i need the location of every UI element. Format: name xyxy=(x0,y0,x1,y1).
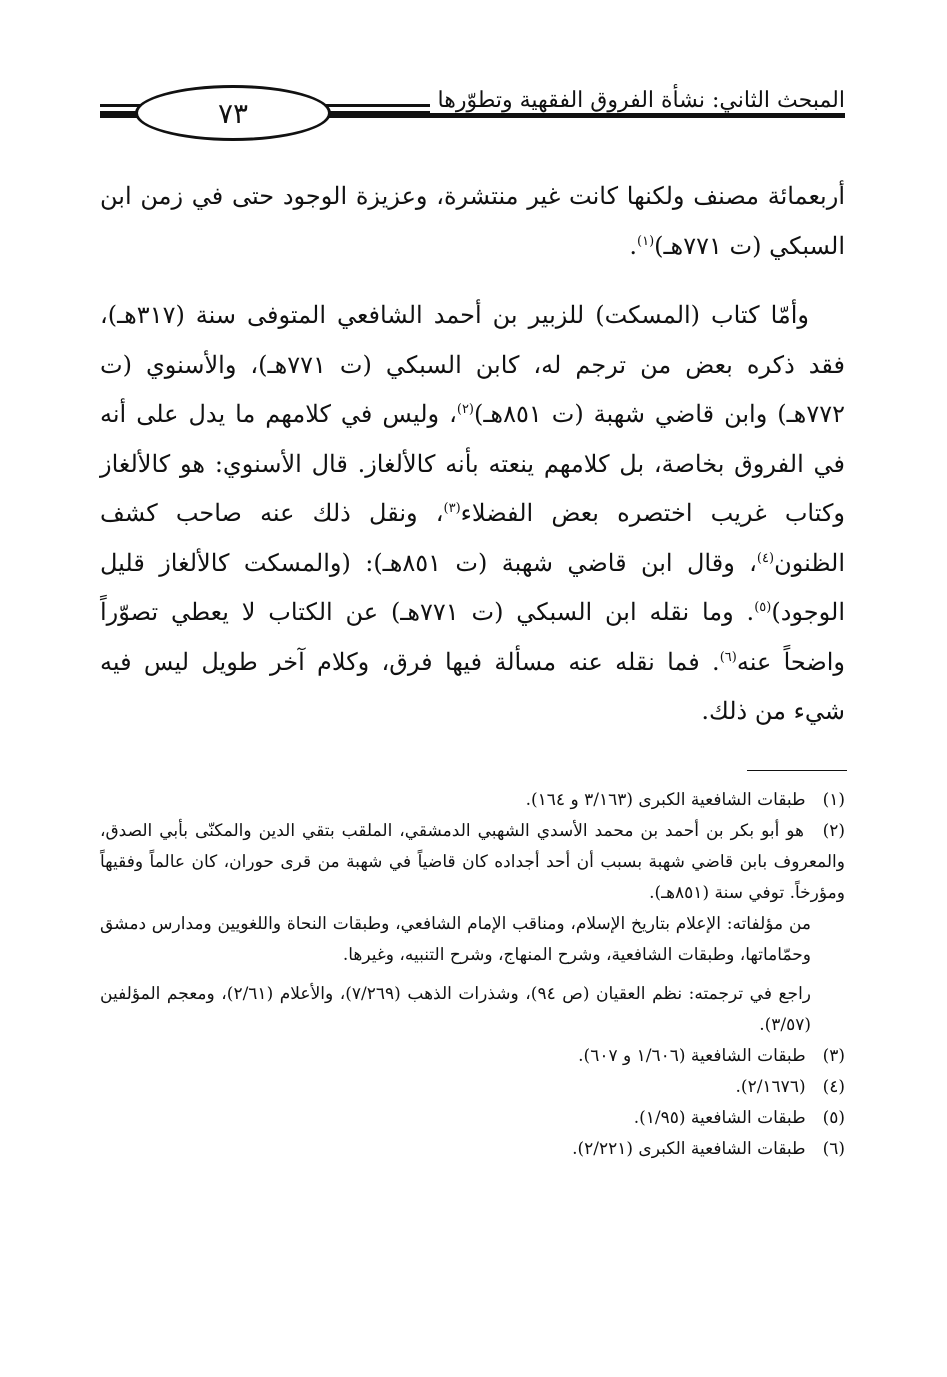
footnote-2-sources: راجع في ترجمته: نظم العقيان (ص ٩٤)، وشذرات الذهب (٧/٢٦٩)، والأعلام (٢/٦١)، ومعجم المؤلفين (٣/٥٧). xyxy=(100,984,811,1035)
footnote-2-continuation: من مؤلفاته: الإعلام بتاريخ الإسلام، ومناقب الإمام الشافعي، وطبقات النحاة واللغويين ومدارس دمشق وحمّاماتها، وطبقات الشافعية، وشرح المنهاج، وشرح التنبيه، وغيرها. xyxy=(100,914,811,965)
paragraph-2-text-d: ، وقال ابن قاضي شهبة (ت ٨٥١هـ): (والمسكت كالألغاز قليل الوجود) xyxy=(100,548,845,626)
footnote-text: طبقات الشافعية (١/٩٥). xyxy=(633,1108,806,1128)
footnote-1 xyxy=(100,785,845,816)
footnote-ref-5[interactable]: (٥) xyxy=(754,600,772,615)
footnote-ref-1[interactable]: (١) xyxy=(637,233,655,249)
paragraph-1-end: . xyxy=(629,231,638,260)
footnote-text: هو أبو بكر بن أحمد بن محمد الأسدي الشهبي الدمشقي، الملقب بتقي الدين والمكنّى بأبي الصدق، والمعروف بابن قاضي شهبة بسبب أن أحد أجداده كان قاضياً في شهبة من قرى حوران، كان عالماً وفقيهاً ومؤرخاً. توفي سنة (٨٥١هـ). xyxy=(100,821,845,903)
footnote-number: (٤) xyxy=(822,1077,845,1097)
footnote-text: (٢/١٦٧٦). xyxy=(735,1077,806,1097)
footnote-ref-4[interactable]: (٤) xyxy=(756,550,775,566)
page-number-oval xyxy=(135,85,331,141)
paragraph-2-text-a: وأمّا كتاب (المسكت) للزبير بن أحمد الشافعي المتوفى سنة (٣١٧هـ)، فقد ذكره بعض من ترجم له، كابن السبكي (ت ٧٧١هـ)، والأسنوي (ت ٧٧٢هـ) وابن قاضي شهبة (ت ٨٥١هـ) xyxy=(100,301,845,428)
footnote-number: (٣) xyxy=(822,1046,845,1066)
paragraph-2-text-f: . فما نقله عنه مسألة فيها فرق، وكلام آخر طويل ليس فيه شيء من ذلك. xyxy=(100,647,845,725)
page-header xyxy=(100,82,845,142)
footnote-number: (١) xyxy=(822,790,845,810)
footnote-4 xyxy=(100,1072,845,1103)
footnote-ref-3[interactable]: (٣) xyxy=(443,501,461,516)
running-title: المبحث الثاني: نشأة الفروق الفقهية وتطوّرها xyxy=(430,88,845,113)
footnote-text: طبقات الشافعية (١/٦٠٦ و ٦٠٧). xyxy=(578,1046,806,1066)
paragraph-2-text-c: ، ونقل ذلك عنه صاحب كشف الظنون xyxy=(100,499,845,577)
main-text xyxy=(100,172,845,737)
paragraph-2-text-e: . وما نقله ابن السبكي (ت ٧٧١هـ) عن الكتاب لا يعطي تصوّراً واضحاً عنه xyxy=(100,598,846,676)
footnote-3 xyxy=(100,1041,845,1072)
paragraph-1 xyxy=(100,172,845,271)
footnotes xyxy=(100,785,845,1165)
footnote-ref-6[interactable]: (٦) xyxy=(719,649,737,665)
footnote-5 xyxy=(100,1103,845,1134)
paragraph-2-text-b: ، وليس في كلامهم ما يدل على أنه في الفروق بخاصة، بل كلامهم ينعته بأنه كالألغاز. قال الأسنوي: هو كالألغاز وكتاب غريب اختصره بعض الفضلاء xyxy=(100,400,846,527)
page-number: ٧٣ xyxy=(217,96,249,130)
footnote-2 xyxy=(100,816,845,909)
footnote-number: (٢) xyxy=(822,821,845,841)
footnote-text: طبقات الشافعية الكبرى (٢/٢٢١). xyxy=(572,1139,806,1159)
paragraph-2 xyxy=(100,291,845,737)
footnote-6 xyxy=(100,1134,845,1165)
footnote-separator xyxy=(747,770,847,771)
footnote-ref-2[interactable]: (٢) xyxy=(456,402,474,417)
footnote-text: طبقات الشافعية الكبرى (٣/١٦٣ و ١٦٤). xyxy=(525,790,806,810)
paragraph-1-text: أربعمائة مصنف ولكنها كانت غير منتشرة، وعزيزة الوجود حتى في زمن ابن السبكي (ت ٧٧١هـ) xyxy=(100,182,845,260)
footnote-number: (٥) xyxy=(822,1108,845,1128)
footnote-number: (٦) xyxy=(822,1139,845,1159)
